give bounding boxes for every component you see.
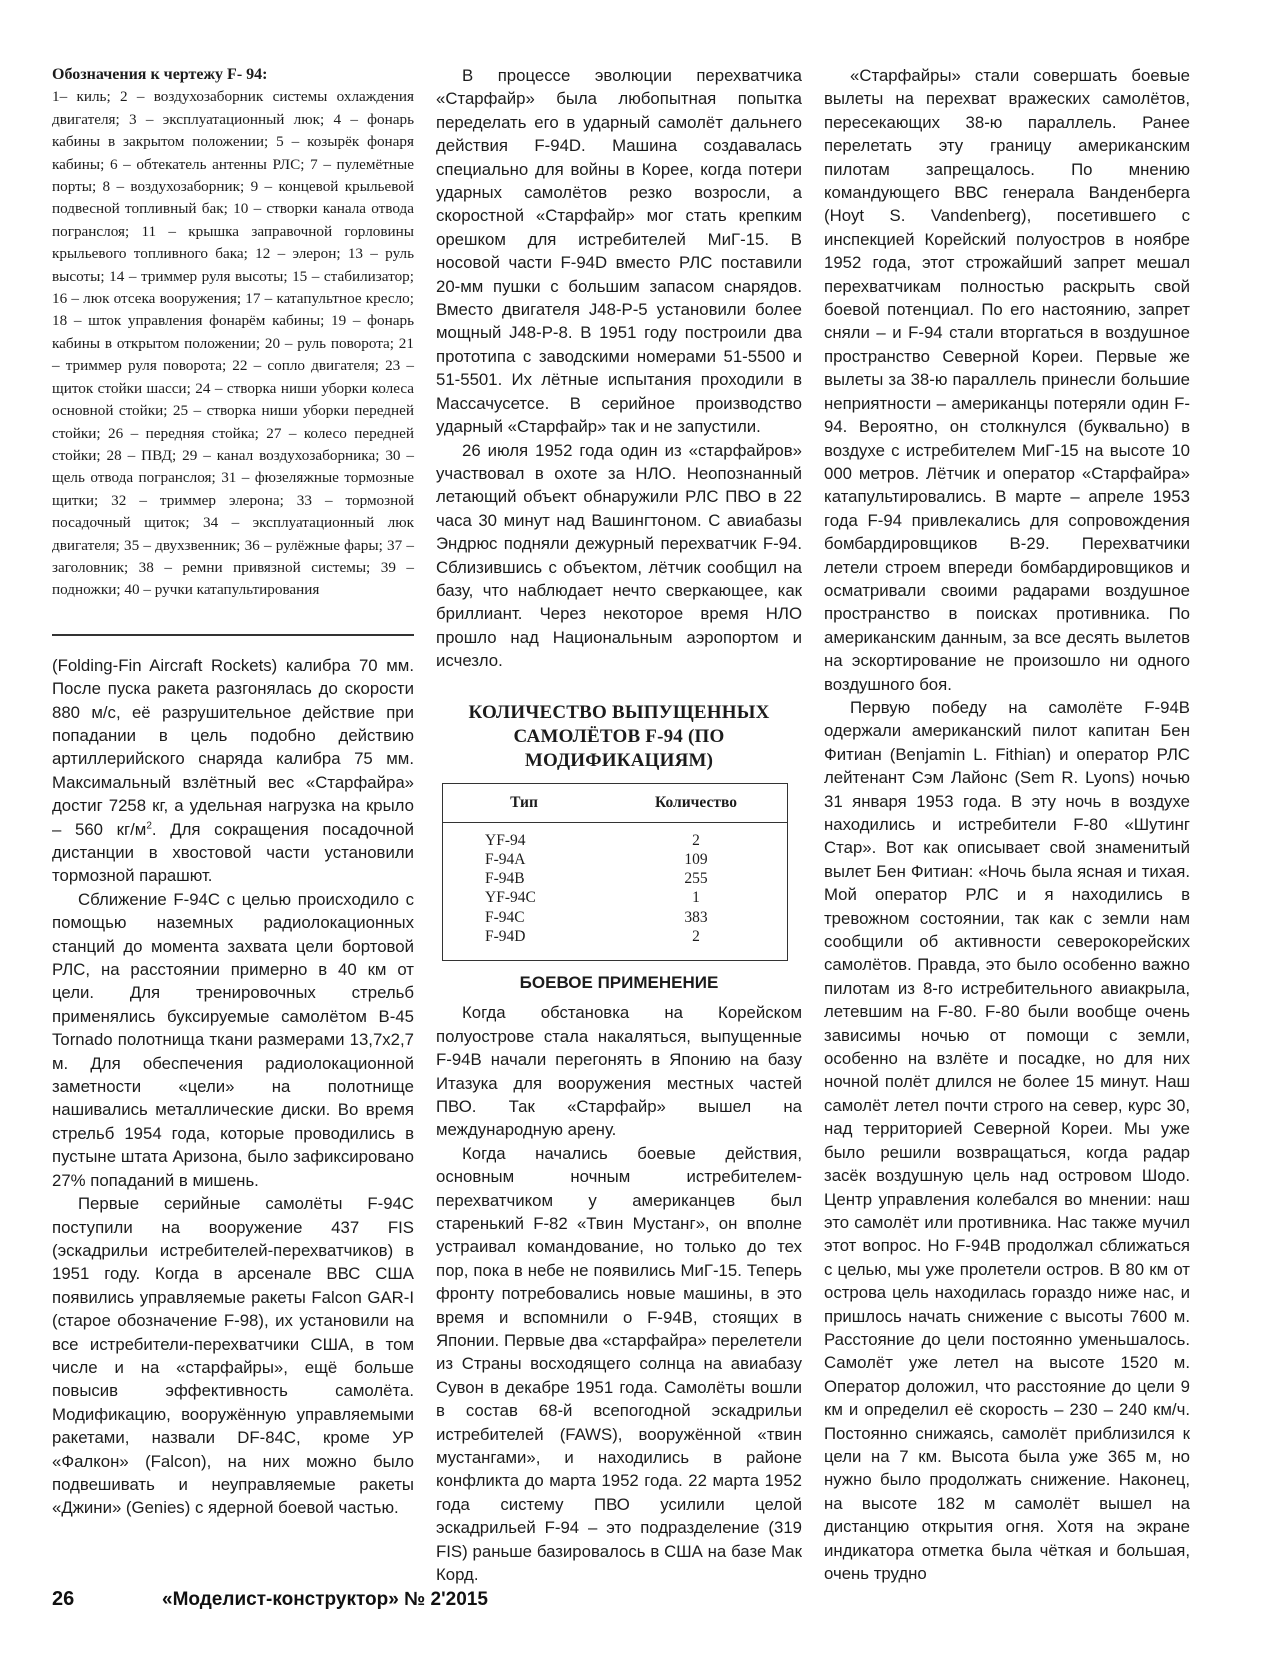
paragraph: «Старфайры» стали совершать боевые вылеты на перехват вражеских самолётов, пересекающих 38-ю параллель. Ранее перелетать эту границу американским пилотам запрещалось. По мнению командующего ВВС генерала Ванденберга (Hoyt S. Vandenberg), посетившего с инспекцией Корейский полуостров в ноябре 1952 года, этот строжайший запрет мешал перехватчикам полностью раскрыть свой боевой потенциал. По его настоянию, запрет сняли – и F-94 стали вторгаться в воздушное пространство Северной Кореи. Первые же вылеты за 38-ю параллель принесли большие неприятности – американцы потеряли один F-94. Вероятно, он столкнулся (буквально) в воздухе с истребителем МиГ-15 на высоте 10 000 метров. Лётчик и оператор «Старфайра» катапультировались. В марте – апреле 1953 года F-94 привлекались для сопровождения бомбардировщиков B-29. Перехватчики летели строем впереди бомбардировщиков и осматривали своими радарами воздушное пространство в поисках противника. По американским данным, за все десять вылетов на эскортирование не произошло ни одного воздушного боя. — [824, 66, 1190, 694]
section-heading: БОЕВОЕ ПРИМЕНЕНИЕ — [519, 973, 719, 993]
table-cell-type: F-94B — [485, 870, 525, 888]
divider-rule — [52, 634, 414, 636]
table-cell-type: YF-94C — [485, 889, 536, 907]
table-row — [443, 888, 788, 907]
table-row — [443, 927, 788, 961]
table-cell-type: F-94A — [485, 850, 526, 868]
paragraph: Первые серийные самолёты F-94C поступили на вооружение 437 FIS (эскадрильи истребителей-перехватчиков) в 1951 году. Когда в арсенале ВВС США появились управляемые ракеты Falcon GAR-I (старое обозначение F-98), их установили на все истребители-перехватчики США, в том числе и на «старфайры», ещё больше повысив эффективность самолёта. Модификацию, вооружённую управляемыми ракетами, назвали DF-84C, кроме УР «Фалкон» (Falcon), на них можно было подвешивать и неуправляемые ракеты «Джини» (Genies) с ядерной боевой частью. — [52, 1194, 414, 1518]
table-row — [443, 908, 788, 927]
superscript: 2 — [146, 820, 152, 831]
paragraph — [52, 654, 414, 888]
paragraph: В процессе эволюции перехватчика «Старфайр» была любопытная попытка переделать его в ударный самолёт дальнего действия F-94D. Машина создавалась специально для войны в Корее, когда потери ударных самолётов резко возросли, а скоростной «Старфайр» мог стать крепким орешком для истребителей МиГ-15. В носовой части F-94D вместо РЛС поставили 20-мм пушки с большим запасом снарядов. Вместо двигателя J48-P-5 установили более мощный J48-P-8. В 1951 году построили два прототипа с заводскими номерами 51-5500 и 51-5501. Их лётные испытания проходили в Массачусетсе. В серийное производство ударный «Старфайр» так и не запустили. — [436, 66, 802, 437]
table-cell-count: 255 — [684, 870, 708, 888]
magazine-title: «Моделист-конструктор» № 2'2015 — [162, 1589, 488, 1610]
table-cell-type: F-94C — [485, 908, 525, 926]
page-footer — [52, 1588, 488, 1611]
paragraph: Первую победу на самолёте F-94B одержали американский пилот капитан Бен Фитиан (Benjamin L. Fithian) и оператор РЛС лейтенант Сэм Лайонс (Sem R. Lyons) ночью 31 января 1953 года. В эту ночь в воздухе находились и истребители F-80 «Шутинг Стар». Вот как описывает свой знаменитый вылет Бен Фитиан: «Ночь была ясная и тихая. Мой оператор РЛС и я находились в тревожном состоянии, так как с земли нам сообщили об активности северокорейских самолётов. Правда, это было особенно важно пилотам из 8-го истребительного авиакрыла, летевшим на F-80. F-80 были вообще очень зависимы ночью от помощи с земли, особенно на взлёте и посадке, но для них ночной полёт длился не более 15 минут. Наш самолёт летел почти строго на север, курс 30, над территорией Северной Кореи. Мы уже было решили возвращаться, когда радар засёк воздушную цель над островом Шодо. Центр управления колебался во мнении: наш это самолёт или противника. Нас также мучил этот вопрос. Но F-94B продолжал сближаться с целью, мы уже пролетели остров. В 80 км от острова цель находилась гораздо ниже нас, и пришлось начать снижение с высоты 7600 м. Расстояние до цели постоянно уменьшалось. Самолёт уже летел на высоте 1520 м. Оператор доложил, что расстояние до цели 9 км и определил её скорость – 230 – 240 км/ч. Постоянно снижаясь, самолёт приблизился к цели на 7 км. Высота была уже 365 м, но нужно было продолжать снижение. Наконец, на высоте 182 м самолёт вышел на дистанцию открытия огня. Хотя на экране индикатора отметка была чёткая и большая, очень трудно — [824, 697, 1190, 1583]
table-cell-count: 2 — [692, 831, 700, 849]
column-middle — [436, 64, 802, 1587]
paragraph: Когда обстановка на Корейском полуострове стала накаляться, выпущенные F-94B начали перегонять в Японию на базу Итазука для вооружения местных частей ПВО. Так «Старфайр» вышел на международную арену. — [436, 1003, 802, 1140]
table-cell-count: 2 — [692, 928, 700, 946]
paragraph-text: . Для сокращения посадочной дистанции в хвостовой части установили тормозной парашют. — [52, 819, 414, 886]
paragraph: Сближение F-94C с целью происходило с помощью наземных радиолокационных станций до момента захвата цели бортовой РЛС, на расстоянии примерно в 40 км от цели. Для тренировочных стрельб применялись буксируемые самолётом B-45 Tornado полотнища ткани размерами 13,7х2,7 м. Для обеспечения радиолокационной заметности «цели» на полотнище нашивались металлические диски. Во время стрельб 1954 года, которые проводились в пустыне штата Аризона, было зафиксировано 27% попаданий в мишень. — [52, 889, 414, 1190]
table-cell-count: 109 — [684, 850, 708, 868]
page-number: 26 — [52, 1588, 75, 1610]
table-cell-count: 383 — [684, 908, 708, 926]
table-cell-type: YF-94 — [485, 831, 526, 849]
legend-text: 1– киль; 2 – воздухозаборник системы охлаждения двигателя; 3 – эксплуатационный люк; 4 – фонарь кабины в закрытом положении; 5 – козырёк фонаря кабины; 6 – обтекатель антенны РЛС; 7 – пулемётные порты; 8 – воздухозаборник; 9 – концевой крыльевой подвесной топливный бак; 10 – створки канала отвода погранслоя; 11 – крышка заправочной горловины крыльевого топливного бака; 12 – элерон; 13 – руль высоты; 14 – триммер руля высоты; 15 – стабилизатор; 16 – люк отсека вооружения; 17 – катапультное кресло; 18 – шток управления фонарём кабины; 19 – фонарь кабины в открытом положении; 20 – руль поворота; 21 – триммер руля поворота; 22 – сопло двигателя; 23 – щиток стойки шасси; 24 – створка ниши уборки колеса основной стойки; 25 – створка ниши уборки передней стойки; 26 – передняя стойка; 27 – колесо передней стойки; 28 – ПВД; 29 – канал воздухозаборника; 30 – щель отвода погранслоя; 31 – фюзеляжные тормозные щитки; 32 – триммер элерона; 33 – тормозной посадочный щиток; 34 – эксплуатационный люк двигателя; 35 – двухзвенник; 36 – рулёжные фары; 37 – заголовник; 38 – ремни привязной системы; 39 – подножки; 40 – ручки катапультирования — [52, 88, 414, 599]
table-row — [443, 850, 788, 869]
table-cell-type: F-94D — [485, 928, 526, 946]
paragraph: Когда начались боевые действия, основным ночным истребителем-перехватчиком у американцев был старенький F-82 «Твин Мустанг», он вполне устраивал командование, но только до тех пор, пока в небе не появились МиГ-15. Теперь фронту потребовались новые машины, в это время и вспомнили о F-94B, стоящих в Японии. Первые два «старфайра» перелетели из Страны восходящего солнца на авиабазу Сувон в декабре 1951 года. Самолёты вошли в состав 68-й всепогодной эскадрильи истребителей (FAWS), вооружённой «твин мустангами», и находились в районе конфликта до марта 1952 года. 22 марта 1952 года систему ПВО усилили целой эскадрильей F-94 – это подразделение (319 FIS) раньше базировалось в США на базе Мак Корд. — [436, 1143, 802, 1585]
paragraph: 26 июля 1952 года один из «старфайров» участвовал в охоте за НЛО. Неопознанный летающий объект обнаружили РЛС ПВО в 22 часа 30 минут над Вашингтоном. С авиабазы Эндрюс подняли дежурный перехватчик F-94. Сблизившись с объектом, лётчик сообщил на базу, что наблюдает нечто сверкающее, как бриллиант. Через некоторое время НЛО прошло над Национальным аэропортом и исчезло. — [436, 440, 802, 671]
column-right — [824, 64, 1190, 1585]
table-header-type: Тип — [443, 783, 606, 822]
paragraph-text: (Folding-Fin Aircraft Rockets) калибра 70 мм. После пуска ракета разгонялась до скорости 880 м/с, её разрушительное действие при попадании в цель подобно действию артиллерийского снаряда калибра 75 мм. Максимальный взлётный вес «Старфайра» достиг 7258 кг, а удельная нагрузка на крыло – 560 кг/м — [52, 655, 414, 839]
production-table — [442, 783, 788, 962]
column-left — [52, 64, 414, 1520]
table-header-row — [443, 783, 788, 822]
table-row — [443, 822, 788, 850]
table-row — [443, 869, 788, 888]
drawing-legend — [52, 64, 414, 602]
legend-title: Обозначения к чертежу F- 94: — [52, 66, 268, 83]
table-cell-count: 1 — [692, 889, 700, 907]
table-header-count: Количество — [605, 783, 788, 822]
table-title: КОЛИЧЕСТВО ВЫПУЩЕННЫХ САМОЛЁТОВ F-94 (ПО МОДИФИКАЦИЯМ) — [468, 701, 770, 771]
